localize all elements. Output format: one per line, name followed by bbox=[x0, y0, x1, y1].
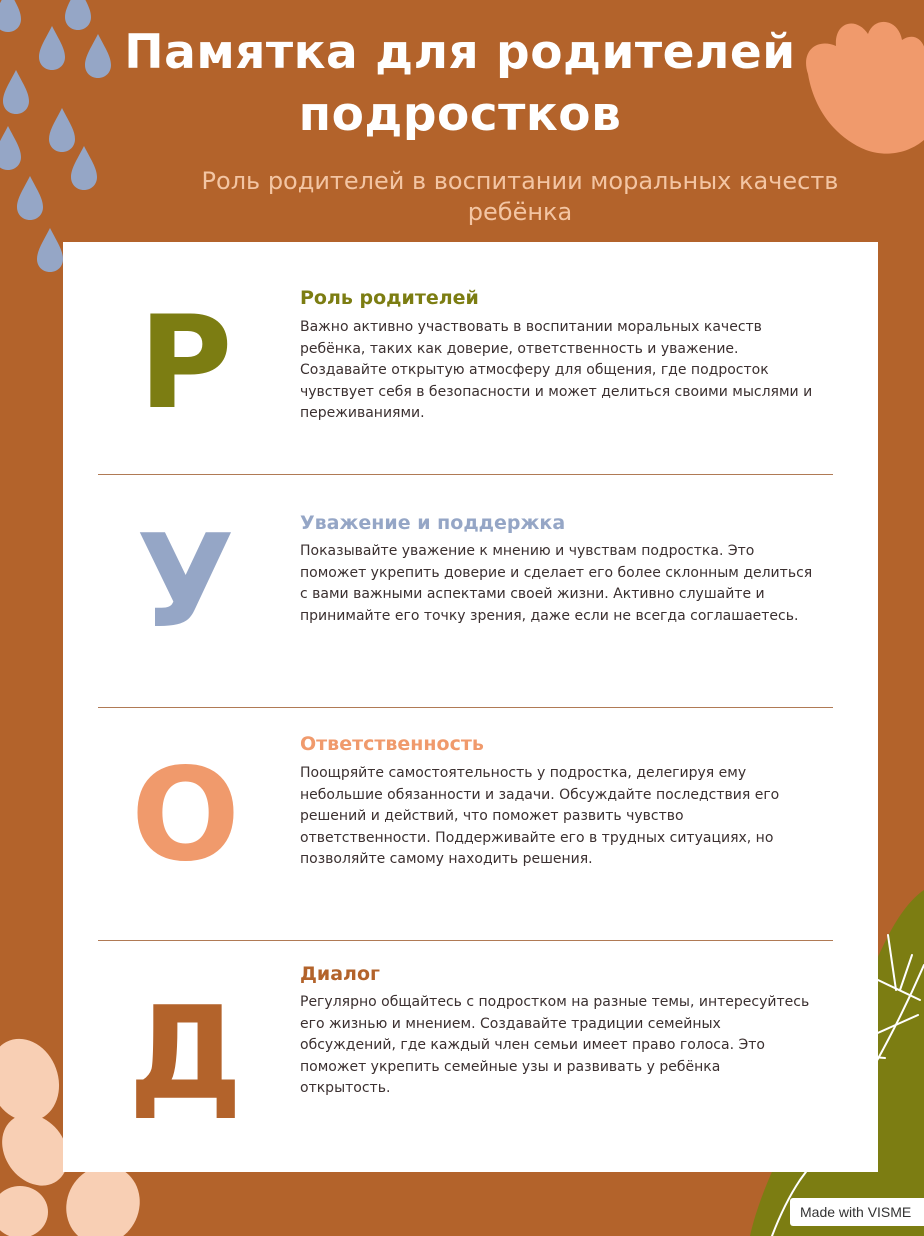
section-title: Уважение и поддержка bbox=[300, 512, 566, 534]
page-title-line-2: подростков bbox=[298, 87, 622, 142]
section-letter: У bbox=[136, 508, 235, 657]
section-role bbox=[63, 242, 878, 474]
section-respect bbox=[63, 475, 878, 707]
page-title-line-1: Памятка для родителей bbox=[124, 25, 796, 80]
made-with-badge[interactable]: Made with VISME bbox=[790, 1198, 924, 1226]
page-title bbox=[60, 22, 860, 146]
content-card bbox=[63, 242, 878, 1172]
page-subtitle-line-1: Роль родителей в воспитании моральных качеств bbox=[201, 167, 839, 195]
section-text: Важно активно участвовать в воспитании моральных качеств ребёнка, таких как доверие, ответственность и уважение. Создавайте открытую атмосферу для общения, где подросток чувствует себя в безопасности и может делиться своими мыслями и переживаниями. bbox=[300, 319, 813, 421]
page-subtitle-line-2: ребёнка bbox=[467, 198, 573, 226]
section-responsibility bbox=[63, 708, 878, 940]
section-letter: Р bbox=[138, 289, 233, 438]
section-text: Показывайте уважение к мнению и чувствам подростка. Это поможет укрепить доверие и сделает его более склонным делиться с вами важными аспектами своей жизни. Активно слушайте и принимайте его точку зрения, даже если не всегда соглашаетесь. bbox=[300, 543, 813, 624]
section-title: Диалог bbox=[300, 963, 380, 985]
section-text: Регулярно общайтесь с подростком на разные темы, интересуйтесь его жизнью и мнением. Создавайте традиции семейных обсуждений, где каждый член семьи имеет право голоса. Это поможет укрепить семейные узы и развивать у ребёнка открытость. bbox=[300, 994, 810, 1096]
section-letter: Д bbox=[128, 980, 243, 1129]
section-letter: О bbox=[131, 741, 240, 890]
section-dialogue bbox=[63, 941, 878, 1172]
page-subtitle bbox=[160, 166, 880, 228]
section-title: Ответственность bbox=[300, 733, 484, 755]
section-title: Роль родителей bbox=[300, 287, 479, 309]
section-text: Поощряйте самостоятельность у подростка, делегируя ему небольшие обязанности и задачи. Обсуждайте последствия его решений и действий, что поможет развить чувство ответственности. Поддерживайте его в трудных ситуациях, но позволяйте самому находить решения. bbox=[300, 765, 780, 867]
